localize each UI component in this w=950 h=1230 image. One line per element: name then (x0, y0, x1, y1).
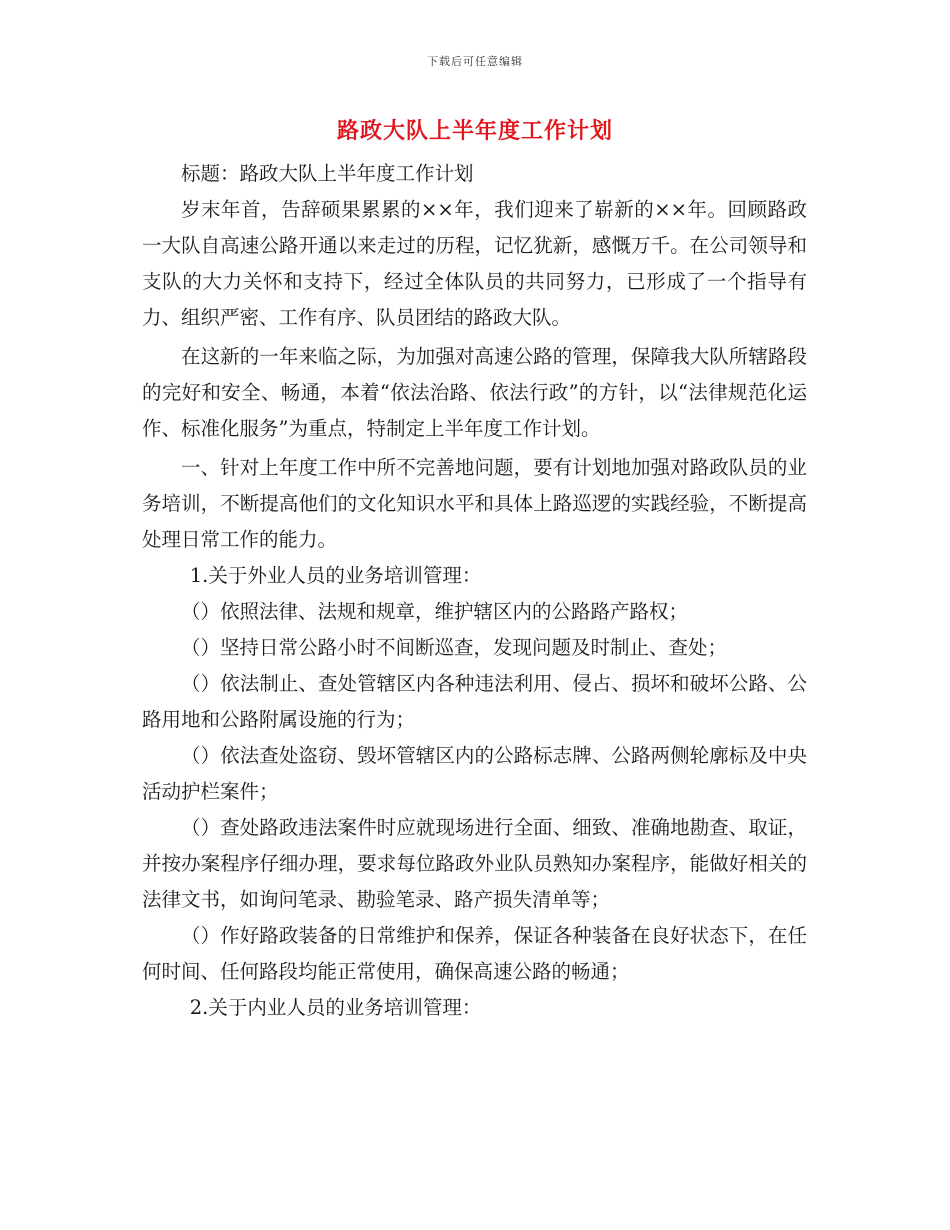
paragraph-item-1: 1.关于外业人员的业务培训管理： (189, 564, 482, 587)
paragraph-subitem: （）依照法律、法规和规章，维护辖区内的公路路产路权； (181, 600, 689, 623)
paragraph-subitem: （）坚持日常公路小时不间断巡查，发现问题及时制止、查处； (181, 636, 728, 659)
page-header-note: 下载后可任意编辑 (427, 55, 523, 68)
paragraph-subitem: （）依法查处盗窃、毁坏管辖区内的公路标志牌、公路两侧轮廓标及中央活动护栏案件； (142, 744, 807, 803)
paragraph-item-2: 2.关于内业人员的业务培训管理： (189, 996, 482, 1019)
paragraph-section-one: 一、针对上年度工作中所不完善地问题，要有计划地加强对路政队员的业务培训，不断提高他们的文化知识水平和具体上路巡逻的实践经验，不断提高处理日常工作的能力。 (142, 456, 807, 551)
document-body (142, 156, 807, 1026)
paragraph-intro: 岁末年首，告辞硕果累累的××年，我们迎来了崭新的××年。回顾路政一大队自高速公路开通以来走过的历程，记忆犹新，感慨万千。在公司领导和支队的大力关怀和支持下，经过全体队员的共同努力，已形成了一个指导有力、组织严密、工作有序、队员团结的路政大队。 (142, 198, 807, 329)
paragraph-subitem: （）查处路政违法案件时应就现场进行全面、细致、准确地勘查、取证，并按办案程序仔细办理，要求每位路政外业队员熟知办案程序，能做好相关的法律文书，如询问笔录、勘验笔录、路产损失清单等； (142, 816, 807, 911)
paragraph-subject: 标题：路政大队上半年度工作计划 (181, 162, 474, 185)
paragraph-purpose: 在这新的一年来临之际，为加强对高速公路的管理，保障我大队所辖路段的完好和安全、畅通，本着“依法治路、依法行政”的方针，以“法律规范化运作、标准化服务”为重点，特制定上半年度工作计划。 (142, 345, 807, 440)
document-title: 路政大队上半年度工作计划 (336, 118, 613, 144)
paragraph-subitem: （）依法制止、查处管辖区内各种违法利用、侵占、损坏和破坏公路、公路用地和公路附属设施的行为； (142, 672, 807, 731)
paragraph-subitem: （）作好路政装备的日常维护和保养，保证各种装备在良好状态下，在任何时间、任何路段均能正常使用，确保高速公路的畅通； (142, 924, 807, 983)
